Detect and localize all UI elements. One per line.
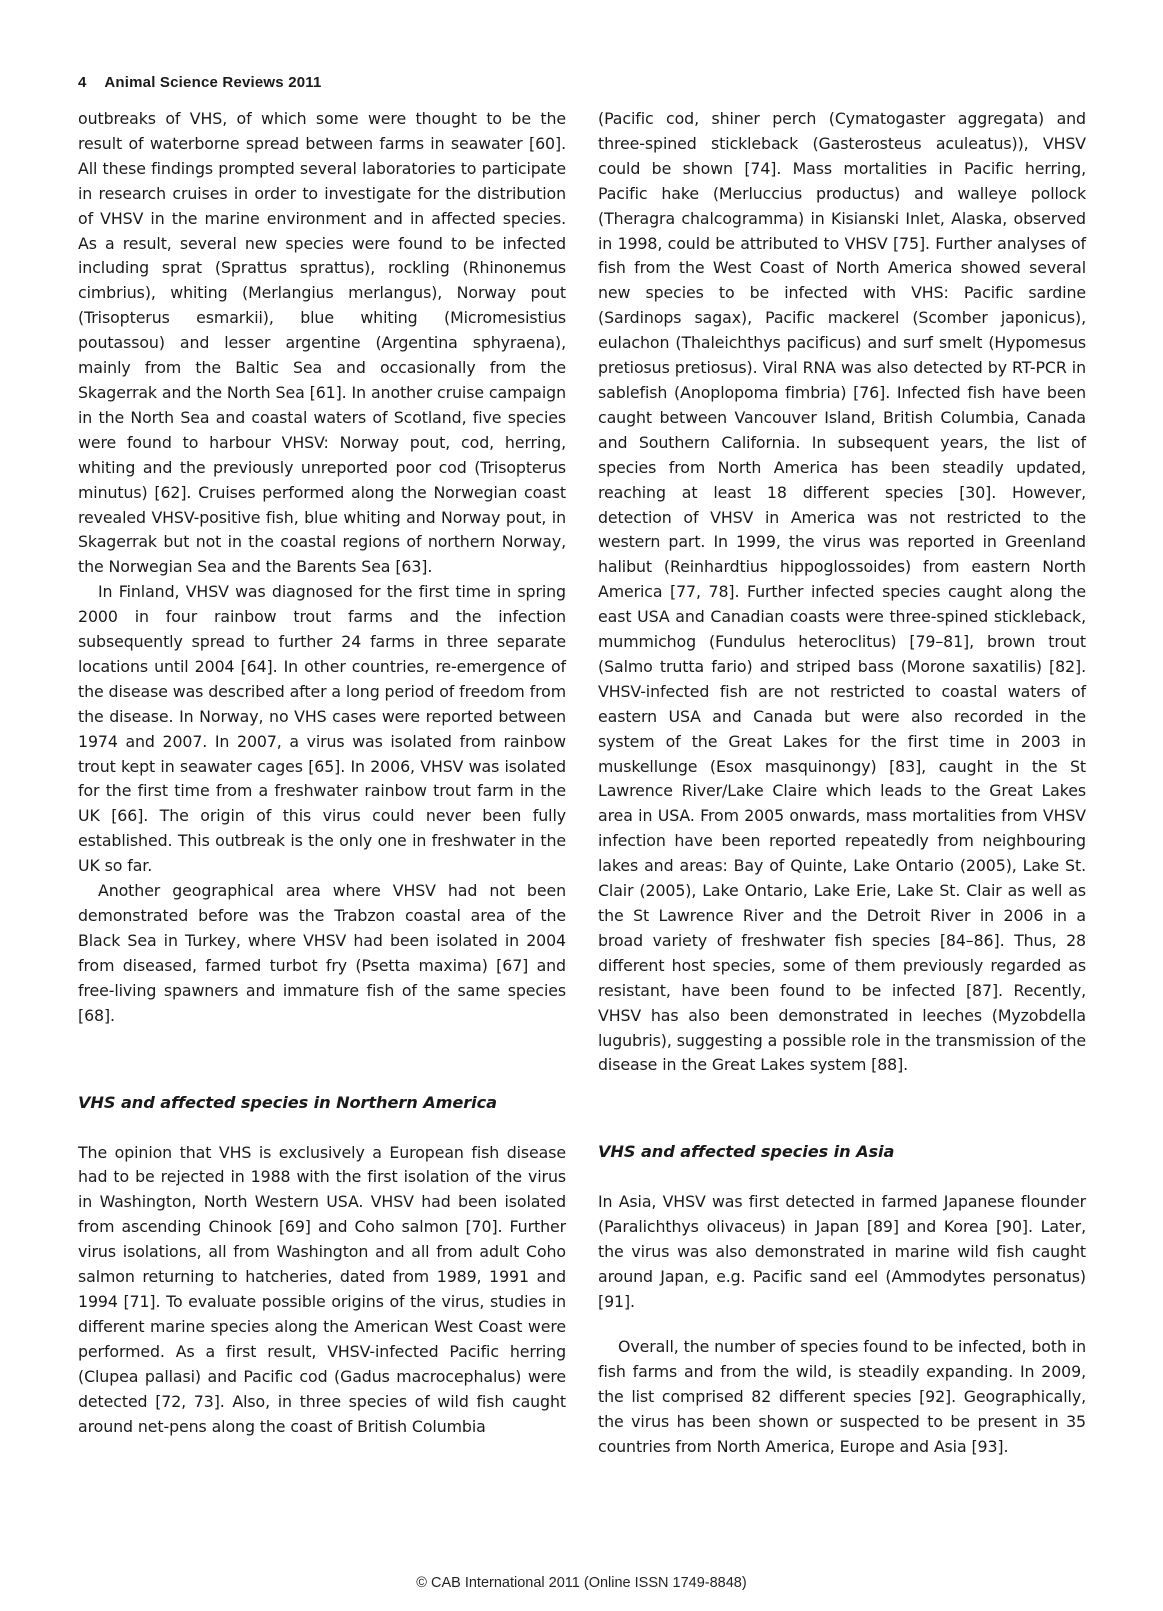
spacer — [598, 1315, 1086, 1335]
running-head — [78, 74, 322, 91]
spacer — [78, 1115, 566, 1141]
paragraph-finland: In Finland, VHSV was diagnosed for the first time in spring 2000 in four rainbow trout farms and the infection subsequently spread to further 24 farms in three separate locations until 2004 [64]. In other countries, re-emergence of the disease was described after a long period of freedom from the disease. In Norway, no VHS cases were reported between 1974 and 2007. In 2007, a virus was isolated from rainbow trout kept in seawater cages [65]. In 2006, VHSV was isolated for the first time from a freshwater rainbow trout farm in the UK [66]. The origin of this virus could never been fully established. This outbreak is the only one in freshwater in the UK so far. — [78, 582, 566, 876]
paragraph-north-america: The opinion that VHS is exclusively a European fish disease had to be rejected in 1988 with the first isolation of the virus in Washington, North Western USA. VHSV had been isolated from ascending Chinook [69] and Coho salmon [70]. Further virus isolations, all from Washington and all from adult Coho salmon returning to hatcheries, dated from 1989, 1991 and 1994 [71]. To evaluate possible origins of the virus, studies in different marine species along the American West Coast were performed. As a first result, VHSV-infected Pacific herring (Clupea pallasi) and Pacific cod (Gadus macrocephalus) were detected [72, 73]. Also, in three species of wild fish caught around net-pens along the coast of British Columbia — [78, 1142, 566, 1436]
spacer — [78, 1071, 566, 1091]
journal-title: Animal Science Reviews 2011 — [104, 74, 322, 91]
paragraph-overall: Overall, the number of species found to be infected, both in fish farms and from the wild, is steadily expanding. In 2009, the list comprised 82 different species [92]. Geographically, the virus has been shown or suspected to be present in 35 countries from North America, Europe and Asia [93]. — [598, 1336, 1086, 1456]
spacer — [598, 1078, 1086, 1120]
copyright-footer: © CAB International 2011 (Online ISSN 1749-8848) — [416, 1575, 747, 1591]
left-column — [78, 107, 566, 1439]
section-heading-north-america: VHS and affected species in Northern America — [78, 1092, 497, 1112]
paragraph-marine-cruises: outbreaks of VHS, of which some were thought to be the result of waterborne spread between farms in seawater [60]. All these findings prompted several laboratories to participate in research cruises in order to investigate for the distribution of VHSV in the marine environment and in affected species. As a result, several new species were found to be infected including sprat (Sprattus sprattus), rockling (Rhinonemus cimbrius), whiting (Merlangius merlangus), Norway pout (Trisopterus esmarkii), blue whiting (Micromesistius poutassou) and lesser argentine (Argentina sphyraena), mainly from the Baltic Sea and occasionally from the Skagerrak and the North Sea [61]. In another cruise campaign in the North Sea and coastal waters of Scotland, five species were found to harbour VHSV: Norway pout, cod, herring, whiting and the previously unreported poor cod (Trisopterus minutus) [62]. Cruises performed along the Norwegian coast revealed VHSV-positive fish, blue whiting and Norway pout, in Skagerrak but not in the coastal regions of northern Norway, the Norwegian Sea and the Barents Sea [63]. — [78, 109, 566, 577]
section-heading-asia: VHS and affected species in Asia — [598, 1142, 895, 1162]
spacer — [598, 1120, 1086, 1140]
right-column — [598, 107, 1086, 1459]
spacer — [598, 1164, 1086, 1190]
paragraph-asia: In Asia, VHSV was first detected in farmed Japanese flounder (Paralichthys olivaceus) in Japan [89] and Korea [90]. Later, the virus was also demonstrated in marine wild fish caught around Japan, e.g. Pacific sand eel (Ammodytes personatus) [91]. — [598, 1192, 1086, 1311]
spacer — [78, 1029, 566, 1071]
page-number: 4 — [78, 74, 87, 91]
paragraph-turkey: Another geographical area where VHSV had not been demonstrated before was the Trabzon coastal area of the Black Sea in Turkey, where VHSV had been isolated in 2004 from diseased, farmed turbot fry (Psetta maxima) [67] and free-living spawners and immature fish of the same species [68]. — [78, 881, 566, 1025]
paragraph-pacific-species: (Pacific cod, shiner perch (Cymatogaster aggregata) and three-spined stickleback (Gasterosteus aculeatus)), VHSV could be shown [74]. Mass mortalities in Pacific herring, Pacific hake (Merluccius productus) and walleye pollock (Theragra chalcogramma) in Kisianski Inlet, Alaska, observed in 1998, could be attributed to VHSV [75]. Further analyses of fish from the West Coast of North America showed several new species to be infected with VHS: Pacific sardine (Sardinops sagax), Pacific mackerel (Scomber japonicus), eulachon (Thaleichthys pacificus) and surf smelt (Hypomesus pretiosus pretiosus). Viral RNA was also detected by RT-PCR in sablefish (Anoplopoma fimbria) [76]. Infected fish have been caught between Vancouver Island, British Columbia, Canada and Southern California. In subsequent years, the list of species from North America has been steadily updated, reaching at least 18 different species [30]. However, detection of VHSV in America was not restricted to the western part. In 1999, the virus was reported in Greenland halibut (Reinhardtius hippoglossoides) from eastern North America [77, 78]. Further infected species caught along the east USA and Canadian coasts were three-spined stickleback, mummichog (Fundulus heteroclitus) [79–81], brown trout (Salmo trutta fario) and striped bass (Morone saxatilis) [82]. VHSV-infected fish are not restricted to coastal waters of eastern USA and Canada but were also recorded in the system of the Great Lakes for the first time in 2003 in muskellunge (Esox masquinongy) [83], caught in the St Lawrence River/Lake Claire which leads to the Great Lakes area in USA. From 2005 onwards, mass mortalities from VHSV infection have been reported repeatedly from neighbouring lakes and areas: Bay of Quinte, Lake Ontario (2005), Lake St. Clair (2005), Lake Ontario, Lake Erie, Lake St. Clair as well as the St Lawrence River and the Detroit River in 2006 in a broad variety of freshwater fish species [84–86]. Thus, 28 different host species, some of them previously regarded as resistant, have been found to be infected [87]. Recently, VHSV has also been demonstrated in leeches (Myzobdella lugubris), suggesting a possible role in the transmission of the disease in the Great Lakes system [88]. — [598, 109, 1086, 1075]
